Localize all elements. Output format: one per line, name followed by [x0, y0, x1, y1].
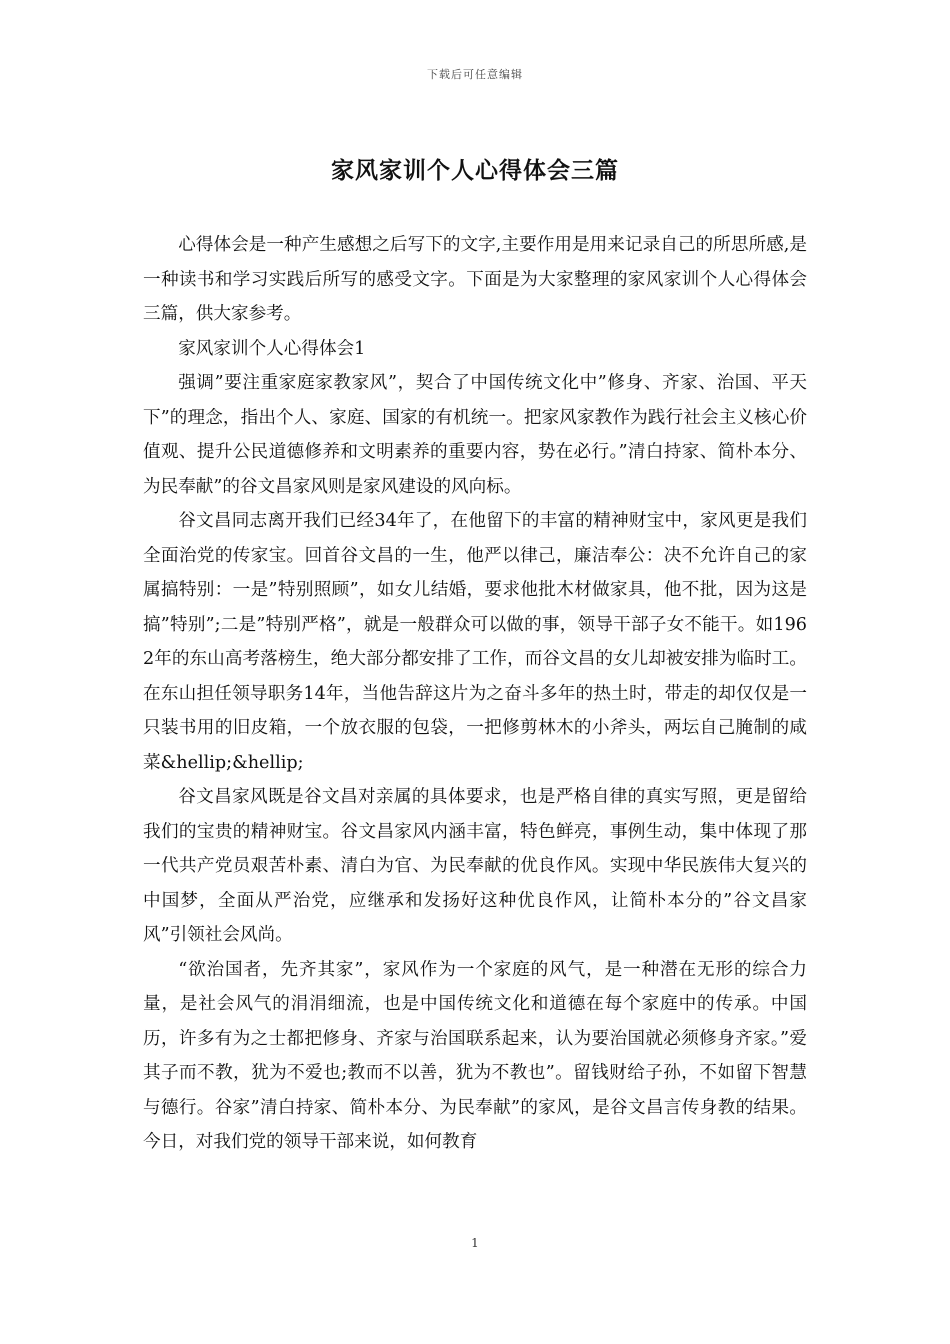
paragraph: 谷文昌同志离开我们已经34年了，在他留下的丰富的精神财宝中，家风更是我们全面治党的传家宝。回首谷文昌的一生，他严以律己，廉洁奉公：决不允许自己的家属搞特别：一是”特别照顾”，如女儿结婚，要求他批木材做家具，他不批，因为这是搞”特别”;二是”特别严格”，就是一般群众可以做的事，领导干部子女不能干。如1962年的东山高考落榜生，绝大部分都安排了工作，而谷文昌的女儿却被安排为临时工。在东山担任领导职务14年，当他告辞这片为之奋斗多年的热土时，带走的却仅仅是一只装书用的旧皮箱，一个放衣服的包袋，一把修剪林木的小斧头，两坛自己腌制的咸菜&hellip;&hellip;: [143, 511, 807, 773]
paragraph-intro: 心得体会是一种产生感想之后写下的文字,主要作用是用来记录自己的所思所感,是一种读书和学习实践后所写的感受文字。下面是为大家整理的家风家训个人心得体会三篇，供大家参考。: [143, 235, 807, 324]
document-title: 家风家训个人心得体会三篇: [331, 157, 619, 184]
paragraph: 强调”要注重家庭家教家风”，契合了中国传统文化中”修身、齐家、治国、平天下”的理念，指出个人、家庭、国家的有机统一。把家风家教作为践行社会主义核心价值观、提升公民道德修养和文明素养的重要内容，势在必行。”清白持家、简朴本分、为民奉献”的谷文昌家风则是家风建设的风向标。: [143, 373, 807, 497]
page-number: 1: [471, 1236, 479, 1250]
section-heading: 家风家训个人心得体会1: [178, 338, 366, 359]
document-body: [143, 228, 807, 1160]
paragraph: 谷文昌家风既是谷文昌对亲属的具体要求，也是严格自律的真实写照，更是留给我们的宝贵的精神财宝。谷文昌家风内涵丰富，特色鲜亮，事例生动，集中体现了那一代共产党员艰苦朴素、清白为官、为民奉献的优良作风。实现中华民族伟大复兴的中国梦，全面从严治党，应继承和发扬好这种优良作风，让简朴本分的”谷文昌家风”引领社会风尚。: [143, 787, 807, 945]
paragraph: “欲治国者，先齐其家”，家风作为一个家庭的风气，是一种潜在无形的综合力量，是社会风气的涓涓细流，也是中国传统文化和道德在每个家庭中的传承。中国历，许多有为之士都把修身、齐家与治国联系起来，认为要治国就必须修身齐家。”爱其子而不教，犹为不爱也;教而不以善，犹为不教也”。留钱财给子孙，不如留下智慧与德行。谷家”清白持家、简朴本分、为民奉献”的家风，是谷文昌言传身教的结果。今日，对我们党的领导干部来说，如何教育: [143, 959, 807, 1152]
header-note: 下载后可任意编辑: [427, 68, 523, 81]
